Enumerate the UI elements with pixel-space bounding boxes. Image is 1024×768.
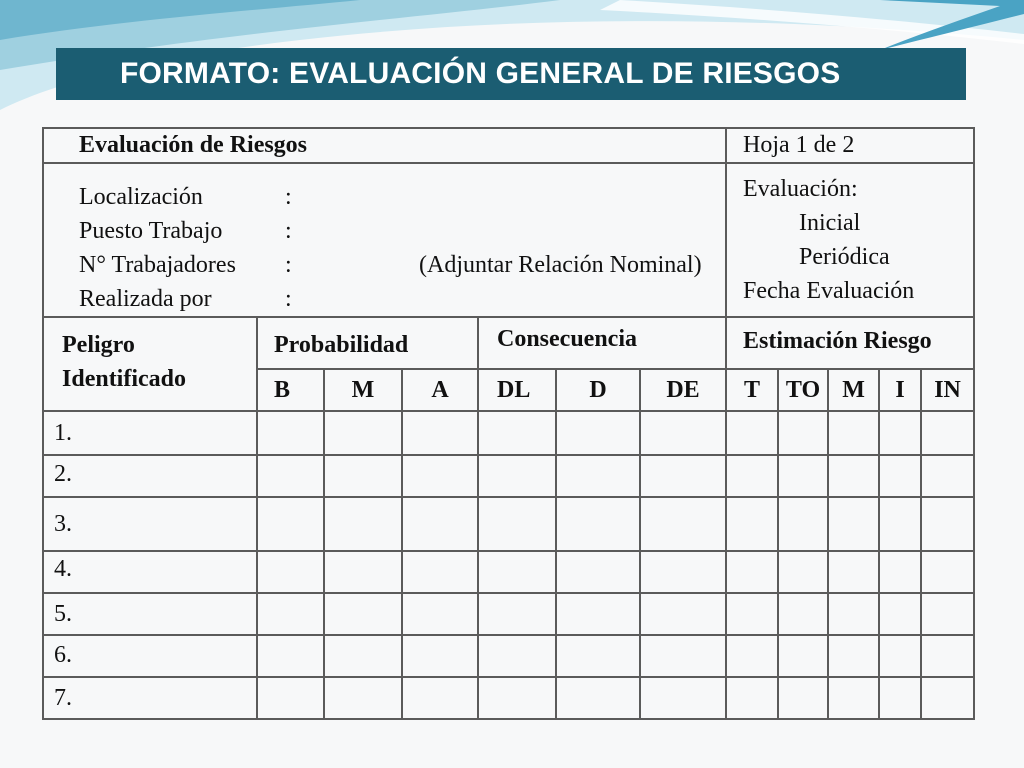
table-row [43,635,974,677]
table-cell[interactable] [257,677,324,719]
info-performed-by-sep: : [285,286,292,312]
code-risk-t: T [726,369,778,411]
code-prob-medium: M [324,369,402,411]
row-number: 6. [43,635,257,677]
info-location-sep: : [285,184,292,210]
table-cell[interactable] [402,635,478,677]
table-cell[interactable] [726,411,778,455]
table-cell[interactable] [478,497,556,551]
table-row [43,551,974,593]
table-cell[interactable] [921,455,974,497]
table-cell[interactable] [324,411,402,455]
table-cell[interactable] [778,455,828,497]
table-cell[interactable] [556,411,640,455]
table-cell[interactable] [828,677,879,719]
table-cell[interactable] [556,593,640,635]
table-cell[interactable] [402,677,478,719]
table-cell[interactable] [640,455,726,497]
table-cell[interactable] [726,497,778,551]
table-cell[interactable] [324,551,402,593]
table-cell[interactable] [402,551,478,593]
row-number: 5. [43,593,257,635]
column-consequence: Consecuencia [478,317,726,369]
code-risk-to: TO [778,369,828,411]
table-cell[interactable] [879,455,921,497]
table-cell[interactable] [324,635,402,677]
table-cell[interactable] [556,677,640,719]
table-row [43,455,974,497]
table-cell[interactable] [726,635,778,677]
code-cons-dl: DL [478,369,556,411]
page-title: FORMATO: EVALUACIÓN GENERAL DE RIESGOS [56,48,966,100]
code-risk-i: I [879,369,921,411]
table-cell[interactable] [257,497,324,551]
table-row [43,411,974,455]
table-cell[interactable] [726,677,778,719]
info-location-label: Localización [79,184,203,210]
table-cell[interactable] [778,593,828,635]
info-performed-by [79,282,725,316]
table-cell[interactable] [921,677,974,719]
table-cell[interactable] [921,593,974,635]
table-cell[interactable] [828,455,879,497]
table-cell[interactable] [778,411,828,455]
column-hazard [43,317,257,411]
evaluation-periodic: Periódica [799,244,890,270]
table-row [43,497,974,551]
table-cell[interactable] [778,551,828,593]
table-cell[interactable] [478,677,556,719]
risk-evaluation-form [42,127,975,720]
table-cell[interactable] [879,593,921,635]
row-number: 3. [43,497,257,551]
table-cell[interactable] [556,551,640,593]
form-header: Evaluación de Riesgos [43,128,726,163]
table-cell[interactable] [828,635,879,677]
code-cons-de: DE [640,369,726,411]
info-workstation-label: Puesto Trabajo [79,218,223,244]
table-cell[interactable] [257,551,324,593]
evaluation-section [726,163,974,317]
table-cell[interactable] [879,497,921,551]
table-cell[interactable] [726,593,778,635]
info-workers-sep: : [285,252,292,278]
table-cell[interactable] [879,635,921,677]
attachment-note: (Adjuntar Relación Nominal) [419,252,702,278]
table-cell[interactable] [640,497,726,551]
table-row [43,593,974,635]
info-workstation [79,214,725,248]
table-cell[interactable] [556,497,640,551]
table-cell[interactable] [879,411,921,455]
evaluation-initial: Inicial [799,210,861,236]
table-cell[interactable] [324,497,402,551]
table-cell[interactable] [402,593,478,635]
info-performed-by-label: Realizada por [79,286,212,312]
table-cell[interactable] [324,455,402,497]
info-workers-label: N° Trabajadores [79,252,236,278]
evaluation-date: Fecha Evaluación [743,278,915,304]
sheet-number: Hoja 1 de 2 [726,128,974,163]
table-cell[interactable] [478,635,556,677]
column-probability: Probabilidad [257,317,478,369]
table-cell[interactable] [640,593,726,635]
table-cell[interactable] [921,497,974,551]
info-workstation-sep: : [285,218,292,244]
code-prob-low: B [257,369,324,411]
column-hazard-label: Peligro Identificado [62,332,187,392]
table-cell[interactable] [640,551,726,593]
table-cell[interactable] [556,635,640,677]
table-cell[interactable] [640,677,726,719]
table-cell[interactable] [478,551,556,593]
table-cell[interactable] [828,411,879,455]
table-cell[interactable] [921,551,974,593]
row-number: 4. [43,551,257,593]
row-number: 1. [43,411,257,455]
table-cell[interactable] [257,411,324,455]
info-location [79,180,725,214]
table-cell[interactable] [921,635,974,677]
table-cell[interactable] [640,411,726,455]
code-risk-m: M [828,369,879,411]
table-cell[interactable] [828,497,879,551]
table-cell[interactable] [778,497,828,551]
table-cell[interactable] [402,411,478,455]
table-cell[interactable] [879,551,921,593]
table-cell[interactable] [402,497,478,551]
code-prob-high: A [402,369,478,411]
code-risk-in: IN [921,369,974,411]
table-cell[interactable] [778,677,828,719]
row-number: 7. [43,677,257,719]
table-cell[interactable] [324,677,402,719]
table-cell[interactable] [556,455,640,497]
table-row [43,677,974,719]
table-cell[interactable] [324,593,402,635]
table-cell[interactable] [879,677,921,719]
table-cell[interactable] [402,455,478,497]
table-cell[interactable] [726,551,778,593]
info-section [43,163,726,317]
table-cell[interactable] [257,593,324,635]
evaluation-label: Evaluación: [743,176,858,202]
row-number: 2. [43,455,257,497]
table-cell[interactable] [478,455,556,497]
table-cell[interactable] [778,635,828,677]
table-cell[interactable] [640,635,726,677]
table-cell[interactable] [257,635,324,677]
column-risk-estimation: Estimación Riesgo [726,317,974,369]
info-workers [79,248,725,282]
table-cell[interactable] [921,411,974,455]
table-cell[interactable] [828,551,879,593]
table-cell[interactable] [828,593,879,635]
table-cell[interactable] [257,455,324,497]
table-cell[interactable] [726,455,778,497]
table-cell[interactable] [478,593,556,635]
code-cons-d: D [556,369,640,411]
table-cell[interactable] [478,411,556,455]
